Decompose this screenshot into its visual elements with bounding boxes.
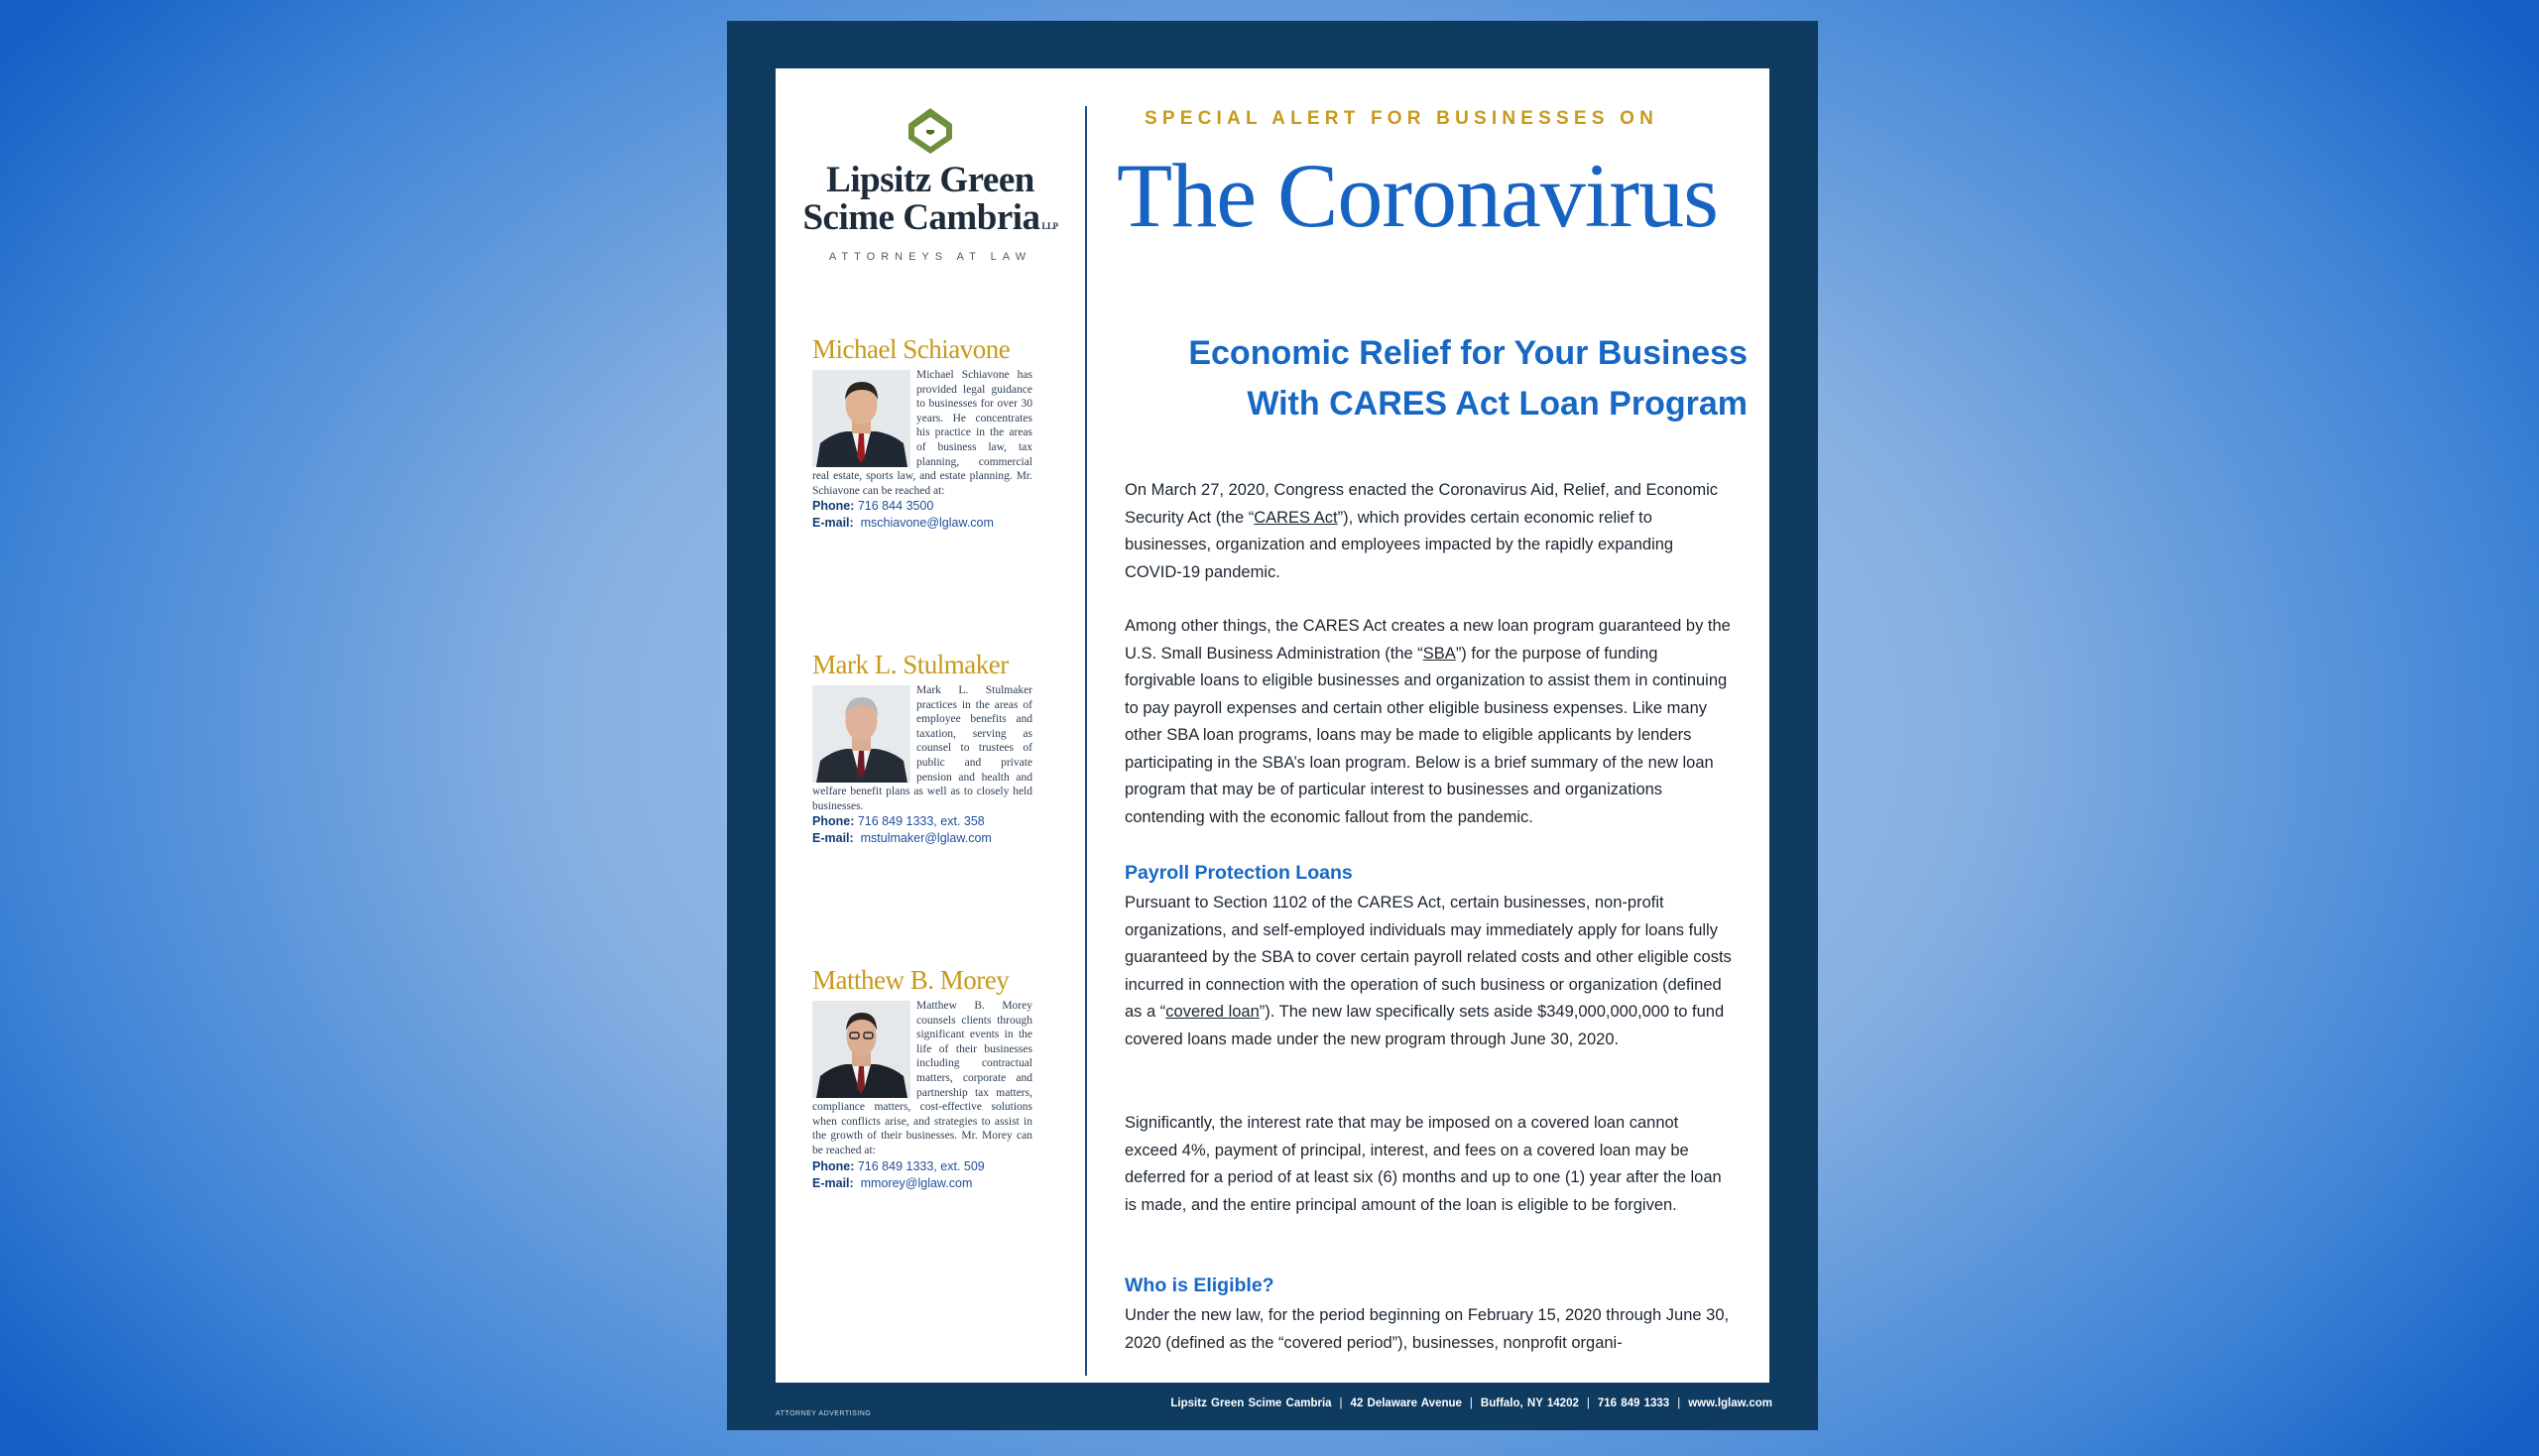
firm-name-line2-text: Scime Cambria: [802, 197, 1040, 238]
attorney-email-link[interactable]: mmorey@lglaw.com: [860, 1175, 973, 1190]
newsletter-page: [776, 68, 1769, 1383]
firm-name-line1: Lipsitz Green: [826, 160, 1034, 200]
page-title: The Coronavirus: [1117, 145, 1718, 246]
attorney-contact: [812, 498, 1032, 532]
attorney-bio: Michael Schiavone has provided legal guidance to businesses for over 30 years. He concentrates his practice in the areas of business law, tax planning, commercial real estate, sports law, and estate planning. Mr. Schiavone can be reached at:: [812, 369, 1032, 497]
attorney-photo: [812, 685, 910, 783]
attorney-card: [812, 334, 1032, 532]
attorney-phone: 716 844 3500: [857, 499, 934, 514]
attorney-card: [812, 965, 1032, 1192]
attorney-name: Matthew B. Morey: [812, 965, 1010, 995]
alert-kicker: SPECIAL ALERT FOR BUSINESSES ON: [1145, 108, 1659, 129]
attorney-bio: Matthew B. Morey counsels clients through significant events in the life of their businesses including contractual matters, corporate and partnership tax matters, compliance matters, cost-effective solutions when conflicts arise, and strategies to assist in the growth of their businesses. Mr. Morey can be reached at:: [812, 1000, 1032, 1156]
column-divider: [1085, 106, 1087, 1376]
footer-separator: |: [1586, 1397, 1590, 1409]
paragraph-text: ”), which provides certain economic relief to businesses, organization and employees impacted by the rapidly expanding COVID-19 pandemic.: [1125, 508, 1674, 581]
attorney-phone: 716 849 1333, ext. 358: [857, 814, 985, 829]
headline-line1: Economic Relief for Your Business: [1188, 334, 1748, 372]
email-label: E-mail:: [812, 831, 854, 846]
footer-city: Buffalo, NY 14202: [1480, 1397, 1579, 1409]
headline-line2: With CARES Act Loan Program: [1247, 385, 1748, 423]
attorney-contact: [812, 1158, 1032, 1192]
phone-label: Phone:: [812, 1158, 855, 1173]
phone-label: Phone:: [812, 814, 855, 829]
paragraph-eligibility: Under the new law, for the period beginning on February 15, 2020 through June 30, 2020 (defined as the “covered period”), businesses, nonprofit organi-: [1125, 1306, 1730, 1352]
attorney-contact: [812, 813, 1032, 847]
article-headline: [1188, 328, 1748, 429]
phone-label: Phone:: [812, 499, 855, 514]
cares-act-link[interactable]: CARES Act: [1254, 508, 1338, 527]
covered-loan-link[interactable]: covered loan: [1165, 1003, 1260, 1021]
email-label: E-mail:: [812, 516, 854, 531]
footer-separator: |: [1677, 1397, 1681, 1409]
firm-name-line2: [776, 199, 1085, 245]
footer-firm: Lipsitz Green Scime Cambria: [1170, 1397, 1332, 1409]
paragraph-text: On March 27, 2020, Congress enacted the Coronavirus Aid, Relief, and Economic Security Act (the “: [1125, 481, 1718, 527]
paragraph-loan-program: [1125, 613, 1733, 831]
footer-separator: |: [1469, 1397, 1473, 1409]
paragraph-text: ”). The new law specifically sets aside $349,000,000,000 to fund covered loans made under the new program through June 30, 2020.: [1125, 1003, 1725, 1048]
paragraph-interest: Significantly, the interest rate that may be imposed on a covered loan cannot exceed 4%, payment of principal, interest, and fees on a covered loan may be deferred for a period of at least six (6) months and up to one (1) year after the loan is made, and the entire principal amount of the loan is eligible to be forgiven.: [1125, 1114, 1722, 1214]
footer-web-link[interactable]: www.lglaw.com: [1688, 1397, 1772, 1409]
attorney-bio: Mark L. Stulmaker practices in the areas of employee benefits and taxation, serving as counsel to trustees of public and private pension and health and welfare benefit plans as well as to closely held businesses.: [812, 684, 1032, 812]
footer-phone: 716 849 1333: [1597, 1397, 1670, 1409]
attorney-email-link[interactable]: mstulmaker@lglaw.com: [860, 831, 992, 846]
firm-llp: LLP: [1041, 221, 1058, 231]
attorney-photo: [812, 370, 910, 467]
section-heading-eligible: Who is Eligible?: [1125, 1274, 1274, 1296]
email-label: E-mail:: [812, 1175, 854, 1190]
footer-separator: |: [1339, 1397, 1343, 1409]
attorney-phone: 716 849 1333, ext. 509: [857, 1158, 985, 1173]
firm-logo: [776, 106, 1085, 263]
paragraph-intro: [1125, 477, 1733, 586]
firm-tagline: ATTORNEYS AT LAW: [828, 251, 1032, 263]
paragraph-text: Among other things, the CARES Act creates a new loan program guaranteed by the U.S. Small Business Administration (the “: [1125, 617, 1731, 663]
sba-link[interactable]: SBA: [1422, 644, 1456, 663]
firm-logo-icon: [901, 106, 960, 156]
attorney-photo: [812, 1001, 910, 1098]
section-heading-payroll: Payroll Protection Loans: [1125, 862, 1353, 884]
paragraph-text: ”) for the purpose of funding forgivable loans to eligible businesses and organization to assist them in continuing to pay payroll expenses and certain other eligible business expenses. Like many other SBA loan programs, loans may be made to eligible applicants by lenders participating in the SBA’s loan program. Below is a brief summary of the new loan program that may be of particular interest to businesses and organizations contending with the economic fallout from the pandemic.: [1125, 644, 1728, 826]
footer-contact-bar: [1170, 1397, 1772, 1409]
document-frame: [727, 21, 1818, 1430]
attorney-card: [812, 650, 1032, 847]
paragraph-text: Pursuant to Section 1102 of the CARES Act, certain businesses, non-profit organizations, and self-employed individuals may immediately apply for loans fully guaranteed by the SBA to cover certain payroll related costs and other eligible costs incurred in connection with the operation of such business or organization (defined as a “: [1125, 894, 1732, 1021]
attorney-name: Michael Schiavone: [812, 334, 1011, 364]
attorney-advertising-note: ATTORNEY ADVERTISING: [776, 1410, 872, 1417]
paragraph-payroll: [1125, 890, 1733, 1053]
attorney-email-link[interactable]: mschiavone@lglaw.com: [860, 516, 994, 531]
footer-address: 42 Delaware Avenue: [1350, 1397, 1462, 1409]
attorney-name: Mark L. Stulmaker: [812, 650, 1009, 679]
